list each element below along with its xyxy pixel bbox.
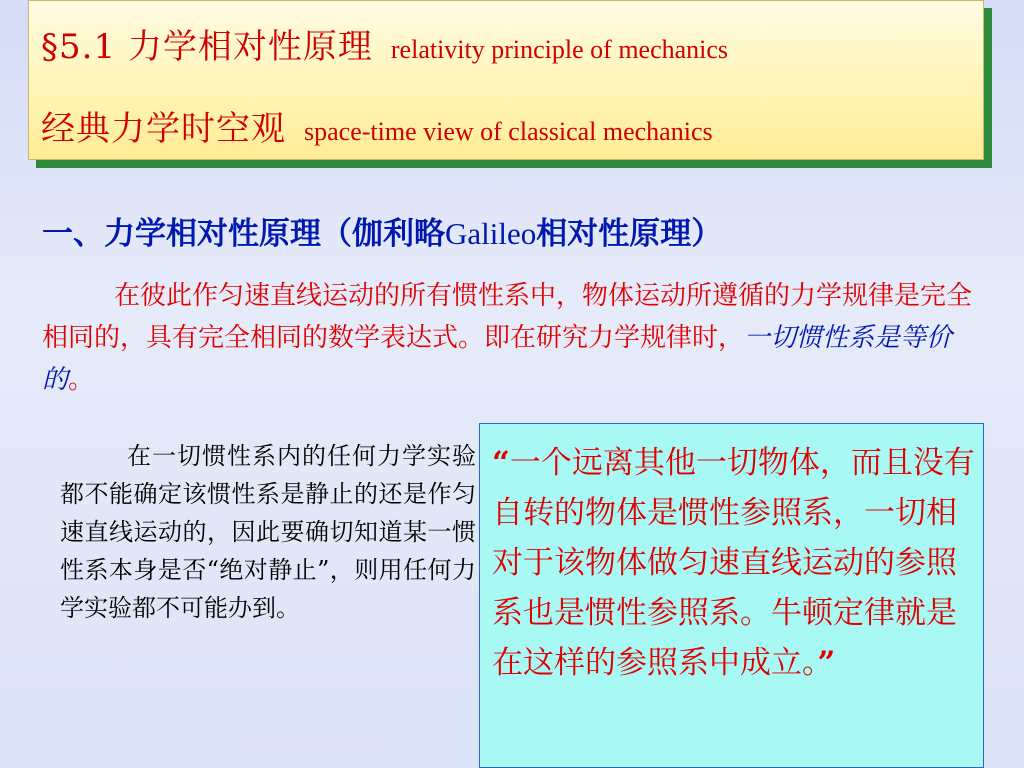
heading-galileo: Galileo [445,216,537,251]
left-paragraph [60,437,476,627]
title-chinese: §5.1 力学相对性原理 [41,27,373,67]
left-paragraph-text: 在一切惯性系内的任何力学实验都不能确定该惯性系是静止的还是作匀速直线运动的，因此要确切知道某一惯性系本身是否“绝对静止”，则用任何力学实验都不可能办到。 [60,442,476,622]
title-box [28,0,984,160]
subtitle-chinese: 经典力学时空观 [41,109,286,149]
quote-box [479,423,984,768]
quote-open-mark: “ [492,445,510,481]
principle-end: 。 [68,365,95,395]
heading-prefix: 一、力学相对性原理（伽利略 [42,216,445,252]
heading-suffix: 相对性原理） [536,216,723,252]
quote-close-mark: ” [817,645,836,681]
subtitle-english: space-time view of classical mechanics [304,117,713,146]
principle-statement [42,275,992,401]
principle-emphasis: 一切惯性系是等价的 [42,323,953,395]
principle-text: 在彼此作匀速直线运动的所有惯性系中，物体运动所遵循的力学规律是完全相同的，具有完全相同的数学表达式。即在研究力学规律时， [42,281,973,353]
title-english: relativity principle of mechanics [390,35,729,64]
title-line-2 [41,101,713,150]
section-heading [42,208,722,253]
title-line-1 [41,19,728,68]
quote-text-block [492,438,976,688]
quote-text: 一个远离其他一切物体，而且没有自转的物体是惯性参照系，一切相对于该物体做匀速直线运动的参照系也是惯性参照系。牛顿定律就是在这样的参照系中成立。 [492,445,975,681]
